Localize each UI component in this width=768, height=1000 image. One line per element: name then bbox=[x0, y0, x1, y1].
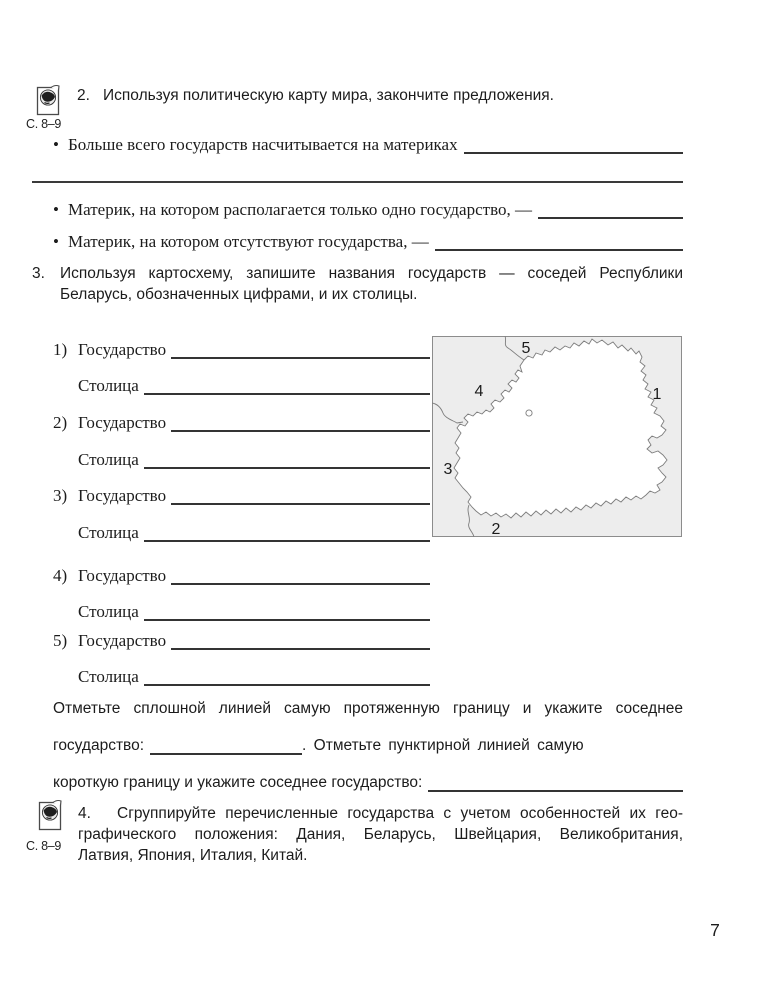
item-number: 4) bbox=[53, 566, 68, 585]
bullet-icon: • bbox=[53, 200, 59, 219]
blank-state-1[interactable] bbox=[171, 357, 430, 359]
blank-continents[interactable] bbox=[464, 152, 683, 154]
capital-label: Столица bbox=[78, 376, 139, 395]
task2-bullet-1 bbox=[53, 135, 683, 155]
task3-item-4-state bbox=[53, 566, 430, 586]
task4-pages-ref: С. 8–9 bbox=[26, 839, 62, 853]
task3-header bbox=[32, 263, 683, 305]
task3-footer-line2-post: . Отметьте пунктирной линией самую bbox=[302, 737, 584, 754]
task3-number: 3. bbox=[32, 265, 45, 282]
blank-single-state-continent[interactable] bbox=[538, 217, 683, 219]
map-label-3: 3 bbox=[443, 461, 453, 478]
task3-item-1-state bbox=[53, 340, 430, 360]
capital-label: Столица bbox=[78, 602, 139, 621]
task3-footer-line3 bbox=[53, 772, 683, 793]
atlas-icon bbox=[38, 799, 64, 832]
blank-state-4[interactable] bbox=[171, 583, 430, 585]
item-number: 1) bbox=[53, 340, 68, 359]
task3-item-4-capital bbox=[78, 602, 430, 622]
blank-capital-2[interactable] bbox=[144, 467, 430, 469]
capital-label: Столица bbox=[78, 667, 139, 686]
blank-continents-line2[interactable] bbox=[32, 181, 683, 183]
task3-item-2-state bbox=[53, 413, 430, 433]
map-label-5: 5 bbox=[521, 340, 531, 357]
capital-label: Столица bbox=[78, 523, 139, 542]
map-label-1: 1 bbox=[652, 386, 662, 403]
page-number: 7 bbox=[710, 920, 720, 940]
state-label: Государство bbox=[78, 413, 167, 432]
task2-bullet3-text: Материк, на котором отсутствуют государства, — bbox=[68, 232, 429, 251]
map-lake-detail bbox=[526, 410, 532, 416]
state-label: Государство bbox=[78, 566, 167, 585]
task3-item-3-state bbox=[53, 486, 430, 506]
task3-footer-line1: Отметьте сплошной линией самую протяженную границу и укажите соседнее bbox=[53, 700, 683, 717]
blank-capital-3[interactable] bbox=[144, 540, 430, 542]
task3-footer-line3-text: короткую границу и укажите соседнее государство: bbox=[53, 774, 423, 791]
task2-title: Используя политическую карту мира, закончите предложения. bbox=[103, 87, 554, 104]
task4-line1: Сгруппируйте перечисленные государства с учетом особенностей их гео- bbox=[117, 805, 683, 822]
bullet-icon: • bbox=[53, 135, 59, 154]
task3-footer-line2 bbox=[53, 735, 683, 756]
belarus-neighbours-map bbox=[432, 336, 682, 537]
task2-header bbox=[77, 85, 683, 106]
task3-item-5-state bbox=[53, 631, 430, 651]
blank-state-5[interactable] bbox=[171, 648, 430, 650]
atlas-icon bbox=[36, 84, 62, 117]
task4-number: 4. bbox=[78, 805, 91, 822]
task2-bullet2-text: Материк, на котором располагается только одно государство, — bbox=[68, 200, 532, 219]
capital-label: Столица bbox=[78, 450, 139, 469]
task3-title-line2: Беларусь, обозначенных цифрами, и их столицы. bbox=[60, 286, 418, 303]
task3-footer-line2-pre: государство: bbox=[53, 737, 145, 754]
task4-line3: Латвия, Япония, Италия, Китай. bbox=[78, 847, 308, 864]
bullet-icon: • bbox=[53, 232, 59, 251]
state-label: Государство bbox=[78, 486, 167, 505]
task2-bullet1-text: Больше всего государств насчитывается на материках bbox=[68, 135, 458, 154]
task2-bullet-3 bbox=[53, 232, 683, 252]
map-label-2: 2 bbox=[491, 521, 501, 537]
map-label-4: 4 bbox=[474, 383, 484, 400]
task3-item-2-capital bbox=[78, 450, 430, 470]
blank-capital-5[interactable] bbox=[144, 684, 430, 686]
task2-pages-ref: С. 8–9 bbox=[26, 117, 62, 131]
item-number: 3) bbox=[53, 486, 68, 505]
blank-no-states-continent[interactable] bbox=[435, 249, 683, 251]
blank-longest-border-state[interactable] bbox=[150, 753, 302, 755]
state-label: Государство bbox=[78, 340, 167, 359]
state-label: Государство bbox=[78, 631, 167, 650]
item-number: 2) bbox=[53, 413, 68, 432]
task3-item-3-capital bbox=[78, 523, 430, 543]
task4-header bbox=[78, 803, 683, 866]
blank-shortest-border-state[interactable] bbox=[428, 790, 683, 792]
blank-capital-4[interactable] bbox=[144, 619, 430, 621]
blank-capital-1[interactable] bbox=[144, 393, 430, 395]
task3-item-5-capital bbox=[78, 667, 430, 687]
task2-number: 2. bbox=[77, 87, 90, 104]
task2-bullet-2 bbox=[53, 200, 683, 220]
blank-state-2[interactable] bbox=[171, 430, 430, 432]
item-number: 5) bbox=[53, 631, 68, 650]
task3-title-line1: Используя картосхему, запишите названия государств — соседей Республики bbox=[60, 265, 683, 282]
task4-line2: графического положения: Дания, Беларусь, Швейцария, Великобритания, bbox=[78, 826, 683, 843]
task3-item-1-capital bbox=[78, 376, 430, 396]
blank-state-3[interactable] bbox=[171, 503, 430, 505]
